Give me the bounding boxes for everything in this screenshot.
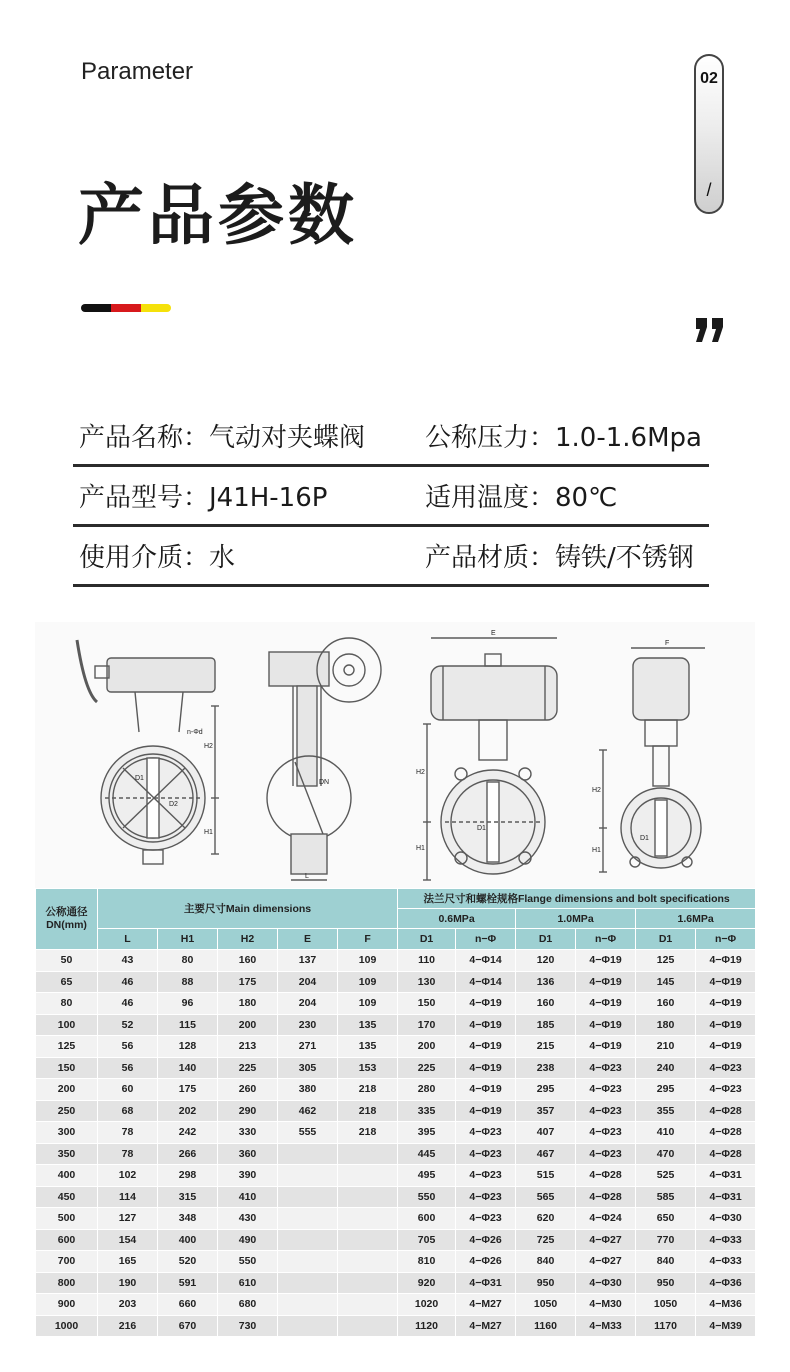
- table-cell: 840: [636, 1251, 696, 1273]
- spec-list: [73, 410, 709, 587]
- cell-dn: 500: [36, 1208, 98, 1230]
- header-pressure-06: 0.6MPa: [398, 909, 516, 929]
- table-cell: 120: [516, 950, 576, 972]
- table-cell: [278, 1251, 338, 1273]
- spec-model: 产品型号：J41H-16P: [79, 483, 328, 513]
- table-cell: 4−Φ28: [696, 1122, 756, 1144]
- table-row: [36, 1315, 756, 1337]
- table-cell: [278, 1229, 338, 1251]
- table-cell: 140: [158, 1057, 218, 1079]
- label-h1-side: H1: [592, 847, 601, 854]
- valve-drawings: [35, 622, 755, 888]
- table-cell: 4−Φ19: [456, 1014, 516, 1036]
- table-cell: 4−Φ19: [456, 993, 516, 1015]
- table-cell: 127: [98, 1208, 158, 1230]
- table-cell: 170: [398, 1014, 456, 1036]
- table-cell: 400: [158, 1229, 218, 1251]
- label-h2-side: H2: [592, 787, 601, 794]
- table-cell: 298: [158, 1165, 218, 1187]
- table-cell: 660: [158, 1294, 218, 1316]
- table-cell: 4−Φ23: [456, 1122, 516, 1144]
- table-cell: 213: [218, 1036, 278, 1058]
- table-cell: 315: [158, 1186, 218, 1208]
- table-row: [36, 1186, 756, 1208]
- table-cell: 109: [338, 950, 398, 972]
- table-cell: 680: [218, 1294, 278, 1316]
- label-d1: D1: [135, 775, 144, 782]
- table-cell: 1050: [516, 1294, 576, 1316]
- table-cell: 380: [278, 1079, 338, 1101]
- accent-yellow: [141, 304, 171, 312]
- table-cell: 520: [158, 1251, 218, 1273]
- table-cell: 102: [98, 1165, 158, 1187]
- table-cell: 305: [278, 1057, 338, 1079]
- label-h2: H2: [204, 743, 213, 750]
- table-cell: 238: [516, 1057, 576, 1079]
- cell-dn: 80: [36, 993, 98, 1015]
- column-header: F: [338, 929, 398, 950]
- table-cell: [338, 1251, 398, 1273]
- table-cell: 266: [158, 1143, 218, 1165]
- column-header: D1: [516, 929, 576, 950]
- table-cell: 490: [218, 1229, 278, 1251]
- table-cell: 430: [218, 1208, 278, 1230]
- table-cell: 357: [516, 1100, 576, 1122]
- table-cell: 4−Φ19: [456, 1079, 516, 1101]
- column-header: n−Φ: [696, 929, 756, 950]
- section-kicker: Parameter: [81, 58, 194, 85]
- table-cell: 46: [98, 993, 158, 1015]
- spec-product-name: 产品名称：气动对夹蝶阀: [79, 423, 366, 453]
- table-cell: 670: [158, 1315, 218, 1337]
- table-cell: 203: [98, 1294, 158, 1316]
- table-cell: 1020: [398, 1294, 456, 1316]
- table-cell: 204: [278, 971, 338, 993]
- cell-dn: 150: [36, 1057, 98, 1079]
- table-cell: 445: [398, 1143, 456, 1165]
- table-cell: 4−Φ28: [576, 1165, 636, 1187]
- table-cell: 4−Φ23: [696, 1079, 756, 1101]
- table-cell: 4−Φ19: [576, 950, 636, 972]
- table-cell: 78: [98, 1143, 158, 1165]
- table-cell: 180: [218, 993, 278, 1015]
- table-row: [36, 1036, 756, 1058]
- cell-dn: 900: [36, 1294, 98, 1316]
- table-cell: 160: [516, 993, 576, 1015]
- cell-dn: 1000: [36, 1315, 98, 1337]
- table-cell: 200: [218, 1014, 278, 1036]
- table-cell: 115: [158, 1014, 218, 1036]
- cell-dn: 50: [36, 950, 98, 972]
- table-cell: 4−M39: [696, 1315, 756, 1337]
- cell-dn: 65: [36, 971, 98, 993]
- table-cell: 4−Φ27: [576, 1229, 636, 1251]
- table-cell: 1170: [636, 1315, 696, 1337]
- table-cell: 4−Φ23: [576, 1079, 636, 1101]
- table-cell: 175: [158, 1079, 218, 1101]
- table-cell: 210: [636, 1036, 696, 1058]
- table-cell: 390: [218, 1165, 278, 1187]
- table-cell: 52: [98, 1014, 158, 1036]
- table-cell: 78: [98, 1122, 158, 1144]
- table-cell: [338, 1315, 398, 1337]
- table-cell: 4−Φ23: [456, 1186, 516, 1208]
- table-cell: [278, 1294, 338, 1316]
- table-cell: 4−Φ31: [696, 1186, 756, 1208]
- table-cell: 114: [98, 1186, 158, 1208]
- label-dn: DN: [319, 779, 330, 786]
- table-cell: 216: [98, 1315, 158, 1337]
- table-cell: 810: [398, 1251, 456, 1273]
- table-cell: 4−M27: [456, 1294, 516, 1316]
- column-header: n−Φ: [456, 929, 516, 950]
- table-cell: 770: [636, 1229, 696, 1251]
- table-cell: [278, 1208, 338, 1230]
- table-row: [36, 1165, 756, 1187]
- table-cell: 153: [338, 1057, 398, 1079]
- header-main-dimensions: 主要尺寸Main dimensions: [98, 889, 398, 929]
- table-cell: 96: [158, 993, 218, 1015]
- table-cell: 410: [636, 1122, 696, 1144]
- label-d1-pneumatic: D1: [477, 825, 486, 832]
- table-cell: 110: [398, 950, 456, 972]
- label-e: E: [491, 630, 496, 637]
- label-l: L: [305, 873, 309, 880]
- drawing-pneumatic-front: [423, 638, 557, 880]
- drawing-gear-side: [267, 638, 381, 880]
- table-cell: 185: [516, 1014, 576, 1036]
- table-cell: 225: [218, 1057, 278, 1079]
- table-cell: 4−Φ19: [456, 1057, 516, 1079]
- cell-dn: 125: [36, 1036, 98, 1058]
- table-cell: [338, 1294, 398, 1316]
- table-row: [36, 1122, 756, 1144]
- table-cell: 4−Φ14: [456, 971, 516, 993]
- cell-dn: 400: [36, 1165, 98, 1187]
- table-cell: [338, 1165, 398, 1187]
- table-cell: 650: [636, 1208, 696, 1230]
- table-cell: 1120: [398, 1315, 456, 1337]
- table-cell: 136: [516, 971, 576, 993]
- table-cell: 80: [158, 950, 218, 972]
- table-cell: 128: [158, 1036, 218, 1058]
- table-cell: 125: [636, 950, 696, 972]
- table-cell: 4−Φ19: [696, 1014, 756, 1036]
- table-cell: [278, 1186, 338, 1208]
- header-pressure-16: 1.6MPa: [636, 909, 756, 929]
- table-cell: 4−Φ19: [576, 993, 636, 1015]
- accent-red: [111, 304, 141, 312]
- drawing-gear-front: [77, 640, 219, 864]
- table-cell: 470: [636, 1143, 696, 1165]
- table-cell: 4−Φ19: [576, 1036, 636, 1058]
- table-cell: 348: [158, 1208, 218, 1230]
- table-cell: 950: [516, 1272, 576, 1294]
- table-cell: 56: [98, 1036, 158, 1058]
- table-cell: 4−M30: [576, 1294, 636, 1316]
- table-cell: 290: [218, 1100, 278, 1122]
- header-flange: 法兰尺寸和螺栓规格Flange dimensions and bolt specifications: [398, 889, 756, 909]
- spec-row: [73, 410, 709, 467]
- page-number: 02: [700, 70, 718, 87]
- table-cell: 4−Φ19: [576, 1014, 636, 1036]
- table-cell: 4−Φ33: [696, 1251, 756, 1273]
- column-header: H2: [218, 929, 278, 950]
- label-h1: H1: [204, 829, 213, 836]
- table-cell: 4−Φ30: [696, 1208, 756, 1230]
- table-cell: 620: [516, 1208, 576, 1230]
- table-row: [36, 1251, 756, 1273]
- column-header: L: [98, 929, 158, 950]
- table-cell: [338, 1229, 398, 1251]
- table-cell: [278, 1143, 338, 1165]
- table-row: [36, 1100, 756, 1122]
- spec-material: 产品材质：铸铁/不锈钢: [425, 543, 694, 573]
- table-cell: 160: [636, 993, 696, 1015]
- table-cell: 4−Φ28: [696, 1100, 756, 1122]
- page-indicator: [694, 54, 724, 214]
- table-cell: 225: [398, 1057, 456, 1079]
- column-header: n−Φ: [576, 929, 636, 950]
- table-cell: 467: [516, 1143, 576, 1165]
- spec-temperature: 适用温度：80℃: [425, 483, 618, 513]
- table-cell: 60: [98, 1079, 158, 1101]
- page-slash: /: [706, 180, 712, 200]
- table-cell: 4−Φ26: [456, 1229, 516, 1251]
- table-cell: 295: [636, 1079, 696, 1101]
- table-cell: 4−Φ23: [456, 1165, 516, 1187]
- table-cell: 180: [636, 1014, 696, 1036]
- label-h2-pneumatic: H2: [416, 769, 425, 776]
- valve-drawings-svg: [35, 622, 755, 888]
- table-row: [36, 1272, 756, 1294]
- table-cell: 137: [278, 950, 338, 972]
- table-cell: 335: [398, 1100, 456, 1122]
- table-cell: 240: [636, 1057, 696, 1079]
- label-d2: D2: [169, 801, 178, 808]
- table-cell: 165: [98, 1251, 158, 1273]
- table-cell: 4−Φ23: [576, 1143, 636, 1165]
- table-cell: 4−Φ30: [576, 1272, 636, 1294]
- table-cell: 4−Φ31: [456, 1272, 516, 1294]
- table-cell: 550: [398, 1186, 456, 1208]
- cell-dn: 250: [36, 1100, 98, 1122]
- table-cell: 215: [516, 1036, 576, 1058]
- table-cell: 204: [278, 993, 338, 1015]
- table-row: [36, 950, 756, 972]
- table-cell: 271: [278, 1036, 338, 1058]
- table-cell: 150: [398, 993, 456, 1015]
- table-cell: 4−Φ23: [576, 1057, 636, 1079]
- table-cell: [338, 1143, 398, 1165]
- table-cell: 565: [516, 1186, 576, 1208]
- table-cell: 109: [338, 993, 398, 1015]
- table-cell: 410: [218, 1186, 278, 1208]
- table-cell: 242: [158, 1122, 218, 1144]
- table-cell: 360: [218, 1143, 278, 1165]
- table-cell: 4−M33: [576, 1315, 636, 1337]
- table-row: [36, 971, 756, 993]
- table-cell: 4−Φ23: [696, 1057, 756, 1079]
- table-cell: 160: [218, 950, 278, 972]
- table-cell: 840: [516, 1251, 576, 1273]
- color-accent-bar: [81, 304, 171, 312]
- header-pressure-10: 1.0MPa: [516, 909, 636, 929]
- header-dn: 公称通径 DN(mm): [36, 889, 98, 950]
- table-cell: 4−Φ23: [576, 1122, 636, 1144]
- table-cell: 154: [98, 1229, 158, 1251]
- table-cell: 4−Φ19: [696, 950, 756, 972]
- table-row: [36, 993, 756, 1015]
- cell-dn: 700: [36, 1251, 98, 1273]
- spec-row: [73, 527, 709, 587]
- cell-dn: 350: [36, 1143, 98, 1165]
- table-cell: [278, 1315, 338, 1337]
- table-cell: 705: [398, 1229, 456, 1251]
- table-cell: 202: [158, 1100, 218, 1122]
- table-cell: 462: [278, 1100, 338, 1122]
- label-d1-side: D1: [640, 835, 649, 842]
- table-row: [36, 1208, 756, 1230]
- table-cell: [338, 1186, 398, 1208]
- table-cell: 4−Φ19: [456, 1036, 516, 1058]
- table-cell: 4−Φ28: [696, 1143, 756, 1165]
- table-cell: 200: [398, 1036, 456, 1058]
- table-cell: 4−Φ19: [696, 1036, 756, 1058]
- table-cell: 4−Φ31: [696, 1165, 756, 1187]
- accent-black: [81, 304, 111, 312]
- table-cell: 550: [218, 1251, 278, 1273]
- table-cell: 395: [398, 1122, 456, 1144]
- label-h1-pneumatic: H1: [416, 845, 425, 852]
- table-cell: 725: [516, 1229, 576, 1251]
- table-cell: 4−M36: [696, 1294, 756, 1316]
- table-row: [36, 1294, 756, 1316]
- table-cell: 355: [636, 1100, 696, 1122]
- table-cell: 175: [218, 971, 278, 993]
- spec-nominal-pressure: 公称压力：1.0-1.6Mpa: [425, 423, 702, 453]
- table-cell: 4−Φ24: [576, 1208, 636, 1230]
- table-cell: 260: [218, 1079, 278, 1101]
- table-cell: 730: [218, 1315, 278, 1337]
- table-cell: 4−M27: [456, 1315, 516, 1337]
- cell-dn: 100: [36, 1014, 98, 1036]
- table-cell: 68: [98, 1100, 158, 1122]
- table-cell: 218: [338, 1100, 398, 1122]
- table-cell: [338, 1208, 398, 1230]
- table-cell: 230: [278, 1014, 338, 1036]
- table-cell: 218: [338, 1079, 398, 1101]
- table-row: [36, 1143, 756, 1165]
- table-row: [36, 1014, 756, 1036]
- table-cell: 4−Φ19: [696, 993, 756, 1015]
- spec-medium: 使用介质：水: [79, 543, 236, 573]
- table-cell: 950: [636, 1272, 696, 1294]
- table-cell: 4−Φ19: [456, 1100, 516, 1122]
- cell-dn: 300: [36, 1122, 98, 1144]
- table-cell: 218: [338, 1122, 398, 1144]
- table-cell: 4−Φ23: [456, 1208, 516, 1230]
- table-cell: 56: [98, 1057, 158, 1079]
- table-cell: [278, 1165, 338, 1187]
- column-header: D1: [636, 929, 696, 950]
- table-cell: 135: [338, 1036, 398, 1058]
- table-cell: 4−Φ23: [456, 1143, 516, 1165]
- column-header: H1: [158, 929, 218, 950]
- table-cell: 525: [636, 1165, 696, 1187]
- table-cell: 330: [218, 1122, 278, 1144]
- table-cell: 610: [218, 1272, 278, 1294]
- table-cell: 407: [516, 1122, 576, 1144]
- table-cell: [338, 1272, 398, 1294]
- spec-row: [73, 467, 709, 527]
- table-cell: 130: [398, 971, 456, 993]
- cell-dn: 200: [36, 1079, 98, 1101]
- table-cell: 4−Φ26: [456, 1251, 516, 1273]
- column-header: D1: [398, 929, 456, 950]
- table-cell: 109: [338, 971, 398, 993]
- dimension-table: [35, 888, 756, 1337]
- table-cell: 4−Φ23: [576, 1100, 636, 1122]
- cell-dn: 800: [36, 1272, 98, 1294]
- cell-dn: 600: [36, 1229, 98, 1251]
- drawing-pneumatic-side: [599, 648, 705, 872]
- cell-dn: 450: [36, 1186, 98, 1208]
- table-cell: 43: [98, 950, 158, 972]
- table-row: [36, 1057, 756, 1079]
- table-cell: 920: [398, 1272, 456, 1294]
- column-header: E: [278, 929, 338, 950]
- table-cell: 585: [636, 1186, 696, 1208]
- quote-icon: [694, 316, 726, 344]
- table-cell: [278, 1272, 338, 1294]
- table-cell: 555: [278, 1122, 338, 1144]
- label-f: F: [665, 640, 670, 647]
- table-cell: 515: [516, 1165, 576, 1187]
- table-cell: 1160: [516, 1315, 576, 1337]
- table-cell: 4−Φ33: [696, 1229, 756, 1251]
- table-cell: 600: [398, 1208, 456, 1230]
- table-cell: 4−Φ36: [696, 1272, 756, 1294]
- table-cell: 4−Φ14: [456, 950, 516, 972]
- table-row: [36, 1229, 756, 1251]
- table-cell: 4−Φ27: [576, 1251, 636, 1273]
- table-cell: 4−Φ28: [576, 1186, 636, 1208]
- table-cell: 495: [398, 1165, 456, 1187]
- table-cell: 135: [338, 1014, 398, 1036]
- table-cell: 1050: [636, 1294, 696, 1316]
- table-cell: 4−Φ19: [696, 971, 756, 993]
- table-cell: 145: [636, 971, 696, 993]
- label-nd: n-Φd: [187, 729, 203, 736]
- table-cell: 591: [158, 1272, 218, 1294]
- table-cell: 88: [158, 971, 218, 993]
- table-row: [36, 1079, 756, 1101]
- table-cell: 295: [516, 1079, 576, 1101]
- table-cell: 46: [98, 971, 158, 993]
- table-cell: 4−Φ19: [576, 971, 636, 993]
- page-title: 产品参数: [78, 177, 358, 254]
- table-cell: 190: [98, 1272, 158, 1294]
- table-cell: 280: [398, 1079, 456, 1101]
